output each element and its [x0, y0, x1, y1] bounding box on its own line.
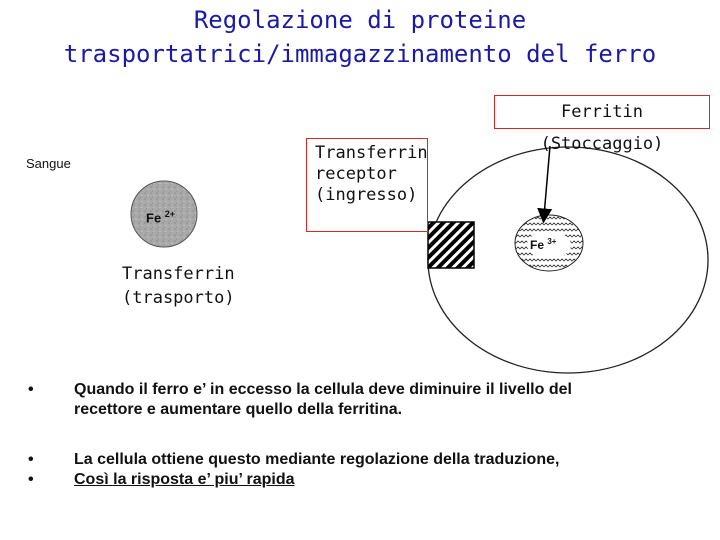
fe3-symbol: Fe: [530, 238, 545, 252]
bullet-marker: •: [28, 471, 34, 488]
fe2-charge: 2+: [164, 209, 176, 219]
bullet-item-3: [28, 470, 572, 490]
bullet-2-line-1: La cellula ottiene questo mediante regolazione della traduzione,: [74, 451, 560, 468]
transport-label-line-1: Transferrin: [122, 264, 235, 284]
fe3-label: [530, 237, 556, 252]
fe3-charge: 3+: [547, 237, 557, 246]
receptor-label-line-1: Transferrin: [315, 143, 428, 163]
fe2-symbol: Fe: [146, 210, 162, 226]
ferritin-label: Ferritin (Stoccaggio): [540, 102, 664, 154]
fe2-label: [146, 209, 175, 225]
bullet-marker: •: [28, 381, 34, 398]
bullet-item-1: [28, 380, 572, 420]
bullet-3-line-1: Così la risposta e’ piu’ rapida: [74, 471, 295, 488]
bullet-marker: •: [28, 451, 34, 468]
bullet-1-line-2: recettore e aumentare quello della ferritina.: [74, 401, 403, 418]
bullet-list: [28, 380, 572, 490]
bullet-item-2: [28, 450, 572, 470]
bullet-1-line-1: Quando il ferro e’ in eccesso la cellula deve diminuire il livello del: [74, 381, 572, 398]
transferrin-receptor-label-box: [306, 138, 428, 232]
page-title-line-1: Regolazione di proteine: [193, 6, 527, 34]
transport-label-line-2: (trasporto): [122, 288, 235, 308]
transferrin-receptor-square: [428, 222, 474, 268]
blood-label: Sangue: [26, 156, 71, 171]
page-title-line-2: trasportatrici/immagazzinamento del ferro: [63, 40, 657, 68]
receptor-label-line-2: receptor: [315, 164, 397, 184]
receptor-label-line-3: (ingresso): [315, 185, 418, 205]
ferritin-label-box: [494, 95, 710, 154]
transferrin-transport-label: [122, 262, 235, 310]
